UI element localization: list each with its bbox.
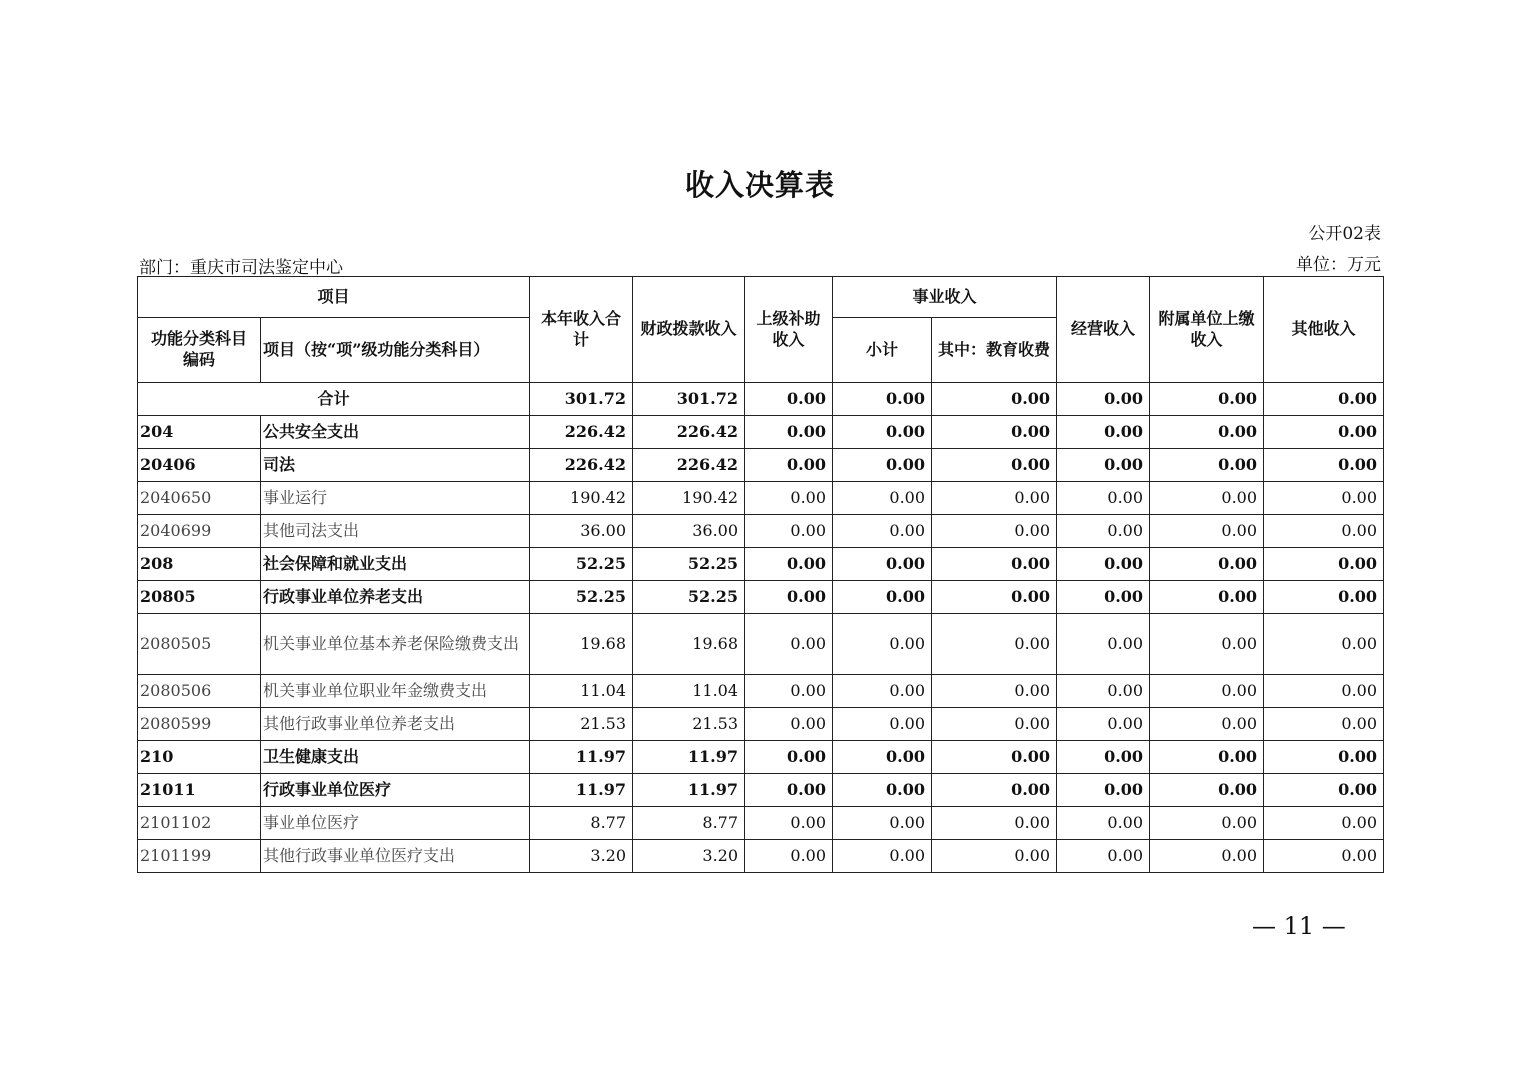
row-value: 190.42	[633, 482, 745, 515]
row-value: 0.00	[1057, 482, 1150, 515]
row-code: 204	[138, 416, 261, 449]
row-value: 3.20	[530, 840, 633, 873]
row-value: 0.00	[745, 482, 833, 515]
row-value: 0.00	[1150, 807, 1264, 840]
row-value: 0.00	[1057, 741, 1150, 774]
row-value: 0.00	[1150, 774, 1264, 807]
row-value: 0.00	[932, 708, 1057, 741]
row-value: 0.00	[833, 548, 932, 581]
row-value: 0.00	[1264, 416, 1384, 449]
row-value: 0.00	[932, 840, 1057, 873]
total-value: 301.72	[530, 383, 633, 416]
total-value: 0.00	[932, 383, 1057, 416]
row-value: 0.00	[833, 581, 932, 614]
header-total: 本年收入合计	[530, 277, 633, 383]
row-name: 行政事业单位医疗	[261, 774, 530, 807]
row-value: 0.00	[1264, 581, 1384, 614]
row-value: 0.00	[932, 741, 1057, 774]
row-name: 事业单位医疗	[261, 807, 530, 840]
row-value: 11.97	[633, 774, 745, 807]
row-value: 0.00	[1057, 515, 1150, 548]
table-row	[138, 515, 1384, 548]
table-row	[138, 482, 1384, 515]
header-fiscal: 财政拨款收入	[633, 277, 745, 383]
row-value: 52.25	[530, 581, 633, 614]
row-value: 0.00	[1264, 614, 1384, 675]
department-label: 部门：重庆市司法鉴定中心	[139, 258, 343, 278]
row-value: 52.25	[633, 581, 745, 614]
header-subtotal: 小计	[833, 318, 932, 383]
row-value: 0.00	[1057, 449, 1150, 482]
row-code: 2101102	[138, 807, 261, 840]
row-value: 0.00	[833, 741, 932, 774]
row-code: 2040650	[138, 482, 261, 515]
row-name: 其他行政事业单位养老支出	[261, 708, 530, 741]
row-value: 0.00	[833, 614, 932, 675]
row-value: 0.00	[745, 675, 833, 708]
row-value: 0.00	[1264, 482, 1384, 515]
row-value: 0.00	[1264, 774, 1384, 807]
row-value: 0.00	[932, 449, 1057, 482]
row-value: 0.00	[745, 614, 833, 675]
table-row	[138, 675, 1384, 708]
header-education: 其中：教育收费	[932, 318, 1057, 383]
row-value: 0.00	[932, 482, 1057, 515]
row-value: 0.00	[1150, 741, 1264, 774]
row-value: 0.00	[1057, 774, 1150, 807]
row-value: 0.00	[1057, 548, 1150, 581]
header-project: 项目	[138, 277, 530, 318]
form-number: 公开02表	[1308, 224, 1381, 244]
row-value: 0.00	[1150, 675, 1264, 708]
table-row	[138, 840, 1384, 873]
row-value: 0.00	[833, 515, 932, 548]
row-value: 0.00	[1264, 449, 1384, 482]
row-code: 2080506	[138, 675, 261, 708]
row-value: 0.00	[1150, 449, 1264, 482]
row-value: 0.00	[932, 548, 1057, 581]
row-value: 19.68	[633, 614, 745, 675]
row-value: 8.77	[530, 807, 633, 840]
row-value: 0.00	[833, 482, 932, 515]
total-value: 0.00	[833, 383, 932, 416]
row-value: 0.00	[1150, 482, 1264, 515]
row-code: 2080599	[138, 708, 261, 741]
row-value: 0.00	[833, 807, 932, 840]
row-value: 0.00	[932, 774, 1057, 807]
row-value: 0.00	[1150, 416, 1264, 449]
row-value: 0.00	[833, 449, 932, 482]
row-value: 0.00	[1264, 807, 1384, 840]
row-value: 0.00	[745, 708, 833, 741]
header-affiliated: 附属单位上缴收入	[1150, 277, 1264, 383]
row-name: 公共安全支出	[261, 416, 530, 449]
row-value: 0.00	[745, 807, 833, 840]
income-table	[137, 276, 1384, 873]
row-value: 0.00	[833, 708, 932, 741]
row-name: 机关事业单位基本养老保险缴费支出	[261, 614, 530, 675]
header-operating: 经营收入	[1057, 277, 1150, 383]
table-row	[138, 807, 1384, 840]
row-code: 208	[138, 548, 261, 581]
row-value: 0.00	[1150, 840, 1264, 873]
total-value: 0.00	[1150, 383, 1264, 416]
row-value: 0.00	[1264, 708, 1384, 741]
row-value: 0.00	[1057, 416, 1150, 449]
row-value: 36.00	[633, 515, 745, 548]
row-name: 机关事业单位职业年金缴费支出	[261, 675, 530, 708]
header-name: 项目（按“项”级功能分类科目）	[261, 318, 530, 383]
row-code: 2101199	[138, 840, 261, 873]
row-code: 2080505	[138, 614, 261, 675]
total-value: 301.72	[633, 383, 745, 416]
table-row	[138, 581, 1384, 614]
total-label: 合计	[138, 383, 530, 416]
row-value: 11.97	[633, 741, 745, 774]
total-value: 0.00	[1057, 383, 1150, 416]
row-value: 0.00	[745, 774, 833, 807]
row-value: 11.04	[530, 675, 633, 708]
row-value: 0.00	[932, 515, 1057, 548]
row-value: 36.00	[530, 515, 633, 548]
row-value: 0.00	[745, 515, 833, 548]
header-upper: 上级补助收入	[745, 277, 833, 383]
row-name: 司法	[261, 449, 530, 482]
row-value: 226.42	[633, 449, 745, 482]
row-value: 190.42	[530, 482, 633, 515]
row-name: 事业运行	[261, 482, 530, 515]
row-code: 20805	[138, 581, 261, 614]
table-row	[138, 774, 1384, 807]
row-value: 0.00	[1264, 548, 1384, 581]
row-value: 0.00	[1264, 840, 1384, 873]
row-name: 卫生健康支出	[261, 741, 530, 774]
row-value: 52.25	[530, 548, 633, 581]
row-code: 20406	[138, 449, 261, 482]
row-value: 0.00	[1150, 515, 1264, 548]
row-value: 0.00	[932, 581, 1057, 614]
row-code: 21011	[138, 774, 261, 807]
row-value: 0.00	[833, 416, 932, 449]
row-value: 0.00	[932, 675, 1057, 708]
row-value: 226.42	[633, 416, 745, 449]
row-value: 0.00	[1264, 515, 1384, 548]
row-value: 0.00	[1057, 614, 1150, 675]
row-value: 11.04	[633, 675, 745, 708]
row-value: 11.97	[530, 741, 633, 774]
table-row	[138, 741, 1384, 774]
row-value: 226.42	[530, 416, 633, 449]
row-name: 其他司法支出	[261, 515, 530, 548]
row-value: 19.68	[530, 614, 633, 675]
row-value: 0.00	[1150, 581, 1264, 614]
page-number: — 11 —	[1252, 912, 1346, 940]
row-value: 0.00	[932, 807, 1057, 840]
row-value: 52.25	[633, 548, 745, 581]
row-value: 0.00	[1264, 741, 1384, 774]
total-value: 0.00	[1264, 383, 1384, 416]
row-value: 0.00	[745, 741, 833, 774]
row-value: 0.00	[833, 774, 932, 807]
header-code: 功能分类科目编码	[138, 318, 261, 383]
row-value: 0.00	[1057, 807, 1150, 840]
table-row	[138, 614, 1384, 675]
row-value: 11.97	[530, 774, 633, 807]
row-value: 0.00	[745, 581, 833, 614]
row-value: 0.00	[745, 840, 833, 873]
header-business: 事业收入	[833, 277, 1057, 318]
row-value: 0.00	[932, 416, 1057, 449]
row-code: 2040699	[138, 515, 261, 548]
table-row	[138, 416, 1384, 449]
row-value: 0.00	[745, 548, 833, 581]
row-value: 0.00	[833, 675, 932, 708]
row-value: 0.00	[1150, 708, 1264, 741]
row-value: 0.00	[1057, 675, 1150, 708]
table-row	[138, 708, 1384, 741]
row-name: 社会保障和就业支出	[261, 548, 530, 581]
row-value: 0.00	[1150, 548, 1264, 581]
header-other: 其他收入	[1264, 277, 1384, 383]
page-title: 收入决算表	[684, 168, 835, 202]
row-value: 0.00	[1057, 708, 1150, 741]
row-value: 0.00	[833, 840, 932, 873]
row-value: 0.00	[745, 449, 833, 482]
row-name: 其他行政事业单位医疗支出	[261, 840, 530, 873]
row-value: 0.00	[1150, 614, 1264, 675]
row-value: 0.00	[1057, 581, 1150, 614]
total-value: 0.00	[745, 383, 833, 416]
row-value: 226.42	[530, 449, 633, 482]
row-name: 行政事业单位养老支出	[261, 581, 530, 614]
table-row	[138, 548, 1384, 581]
row-value: 8.77	[633, 807, 745, 840]
row-value: 0.00	[932, 614, 1057, 675]
row-value: 0.00	[1264, 675, 1384, 708]
row-value: 3.20	[633, 840, 745, 873]
table-row	[138, 449, 1384, 482]
row-value: 21.53	[530, 708, 633, 741]
row-value: 0.00	[1057, 840, 1150, 873]
total-row	[138, 383, 1384, 416]
unit-label: 单位：万元	[1296, 255, 1381, 275]
row-value: 21.53	[633, 708, 745, 741]
row-code: 210	[138, 741, 261, 774]
row-value: 0.00	[745, 416, 833, 449]
